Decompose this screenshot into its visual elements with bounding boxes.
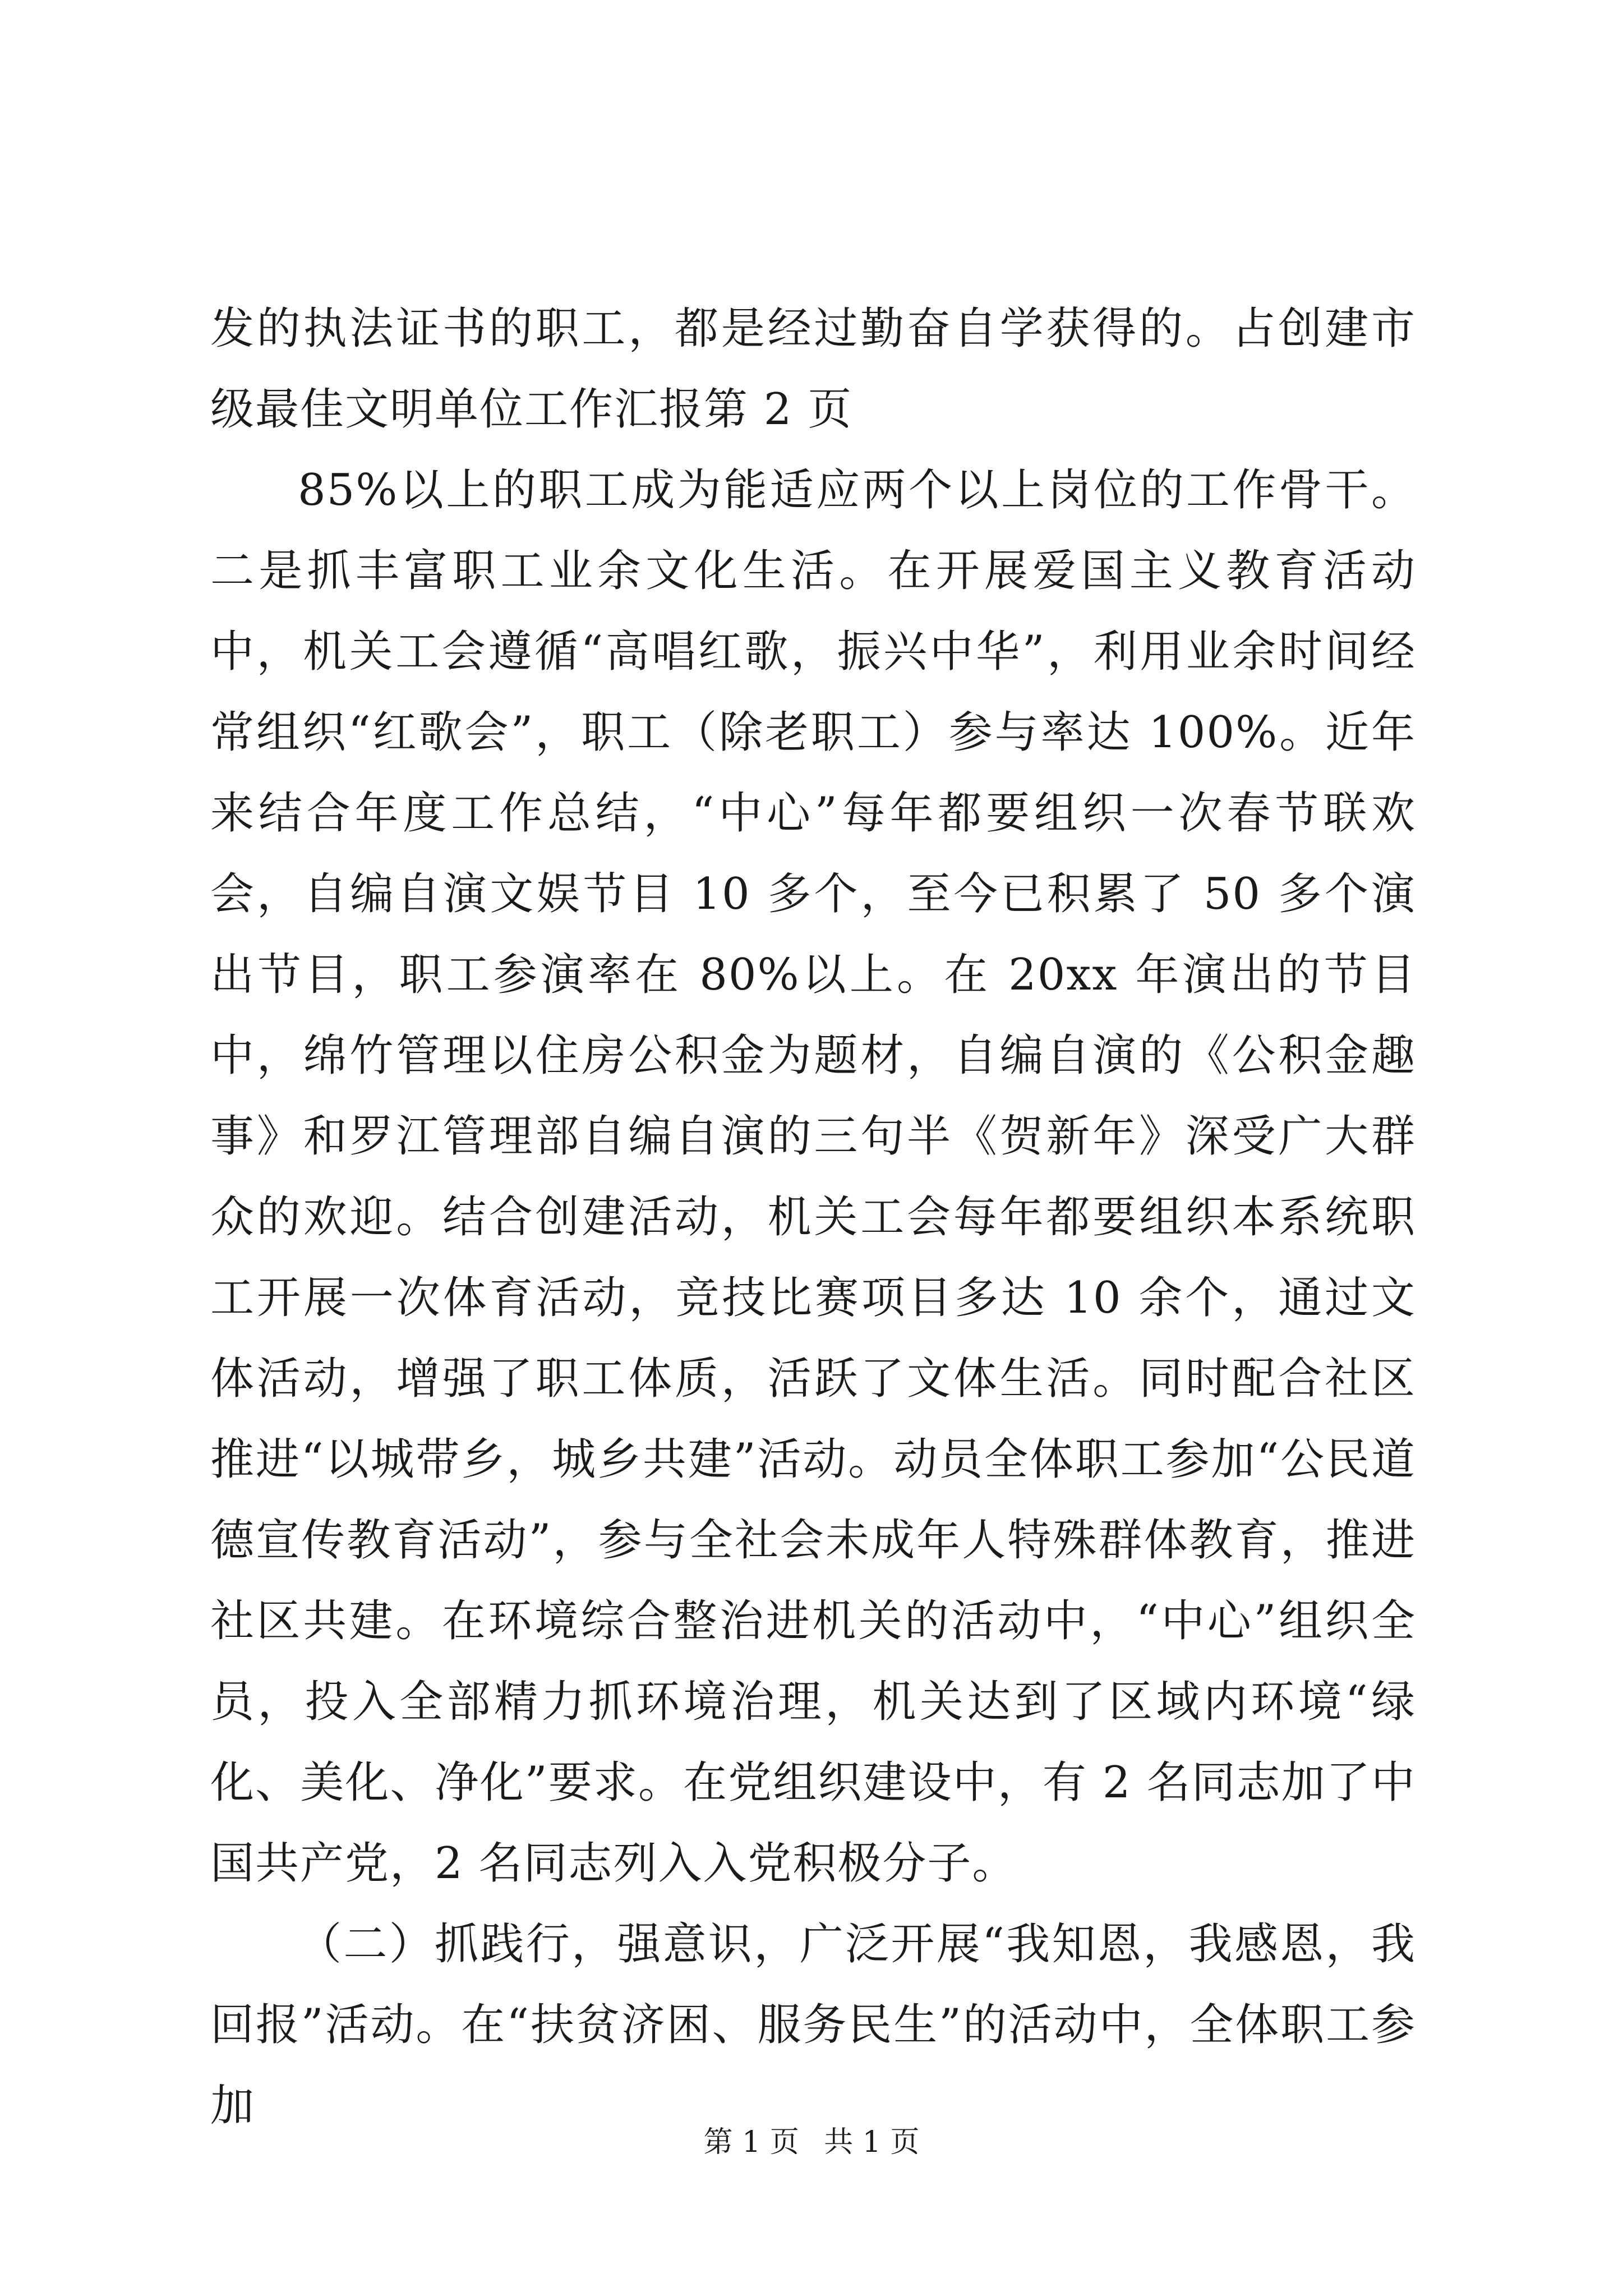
page-number: 第 1 页	[703, 2125, 799, 2159]
paragraph-continuation: 发的执法证书的职工，都是经过勤奋自学获得的。占创建市级最佳文明单位工作汇报第 2 页	[210, 303, 1416, 435]
paragraph-practice: （二）抓践行，强意识，广泛开展“我知恩，我感恩，我回报”活动。在“扶贫济困、服务民生”的活动中，全体职工参加	[210, 1919, 1416, 2131]
paragraph-cultural-life: 85%以上的职工成为能适应两个以上岗位的工作骨干。二是抓丰富职工业余文化生活。在开展爱国主义教育活动中，机关工会遵循“高唱红歌，振兴中华”，利用业余时间经常组织“红歌会”，职工（除老职工）参与率达 100%。近年来结合年度工作总结，“中心”每年都要组织一次春节联欢会，自编自演文娱节目 10 多个，至今已积累了 50 多个演出节目，职工参演率在 80%以上。在 20xx 年演出的节目中，绵竹管理以住房公积金为题材，自编自演的《公积金趣事》和罗江管理部自编自演的三句半《贺新年》深受广大群众的欢迎。结合创建活动，机关工会每年都要组织本系统职工开展一次体育活动，竞技比赛项目多达 10 余个，通过文体活动，增强了职工体质，活跃了文体生活。同时配合社区推进“以城带乡，城乡共建”活动。动员全体职工参加“公民道德宣传教育活动”，参与全社会未成年人特殊群体教育，推进社区共建。在环境综合整治进机关的活动中，“中心”组织全员，投入全部精力抓环境治理，机关达到了区域内环境“绿化、美化、净化”要求。在党组织建设中，有 2 名同志加了中国共产党，2 名同志列入入党积极分子。	[210, 465, 1416, 1889]
page-total: 共 1 页	[824, 2125, 920, 2159]
document-body	[210, 288, 1416, 2146]
page-footer	[0, 2118, 1623, 2160]
